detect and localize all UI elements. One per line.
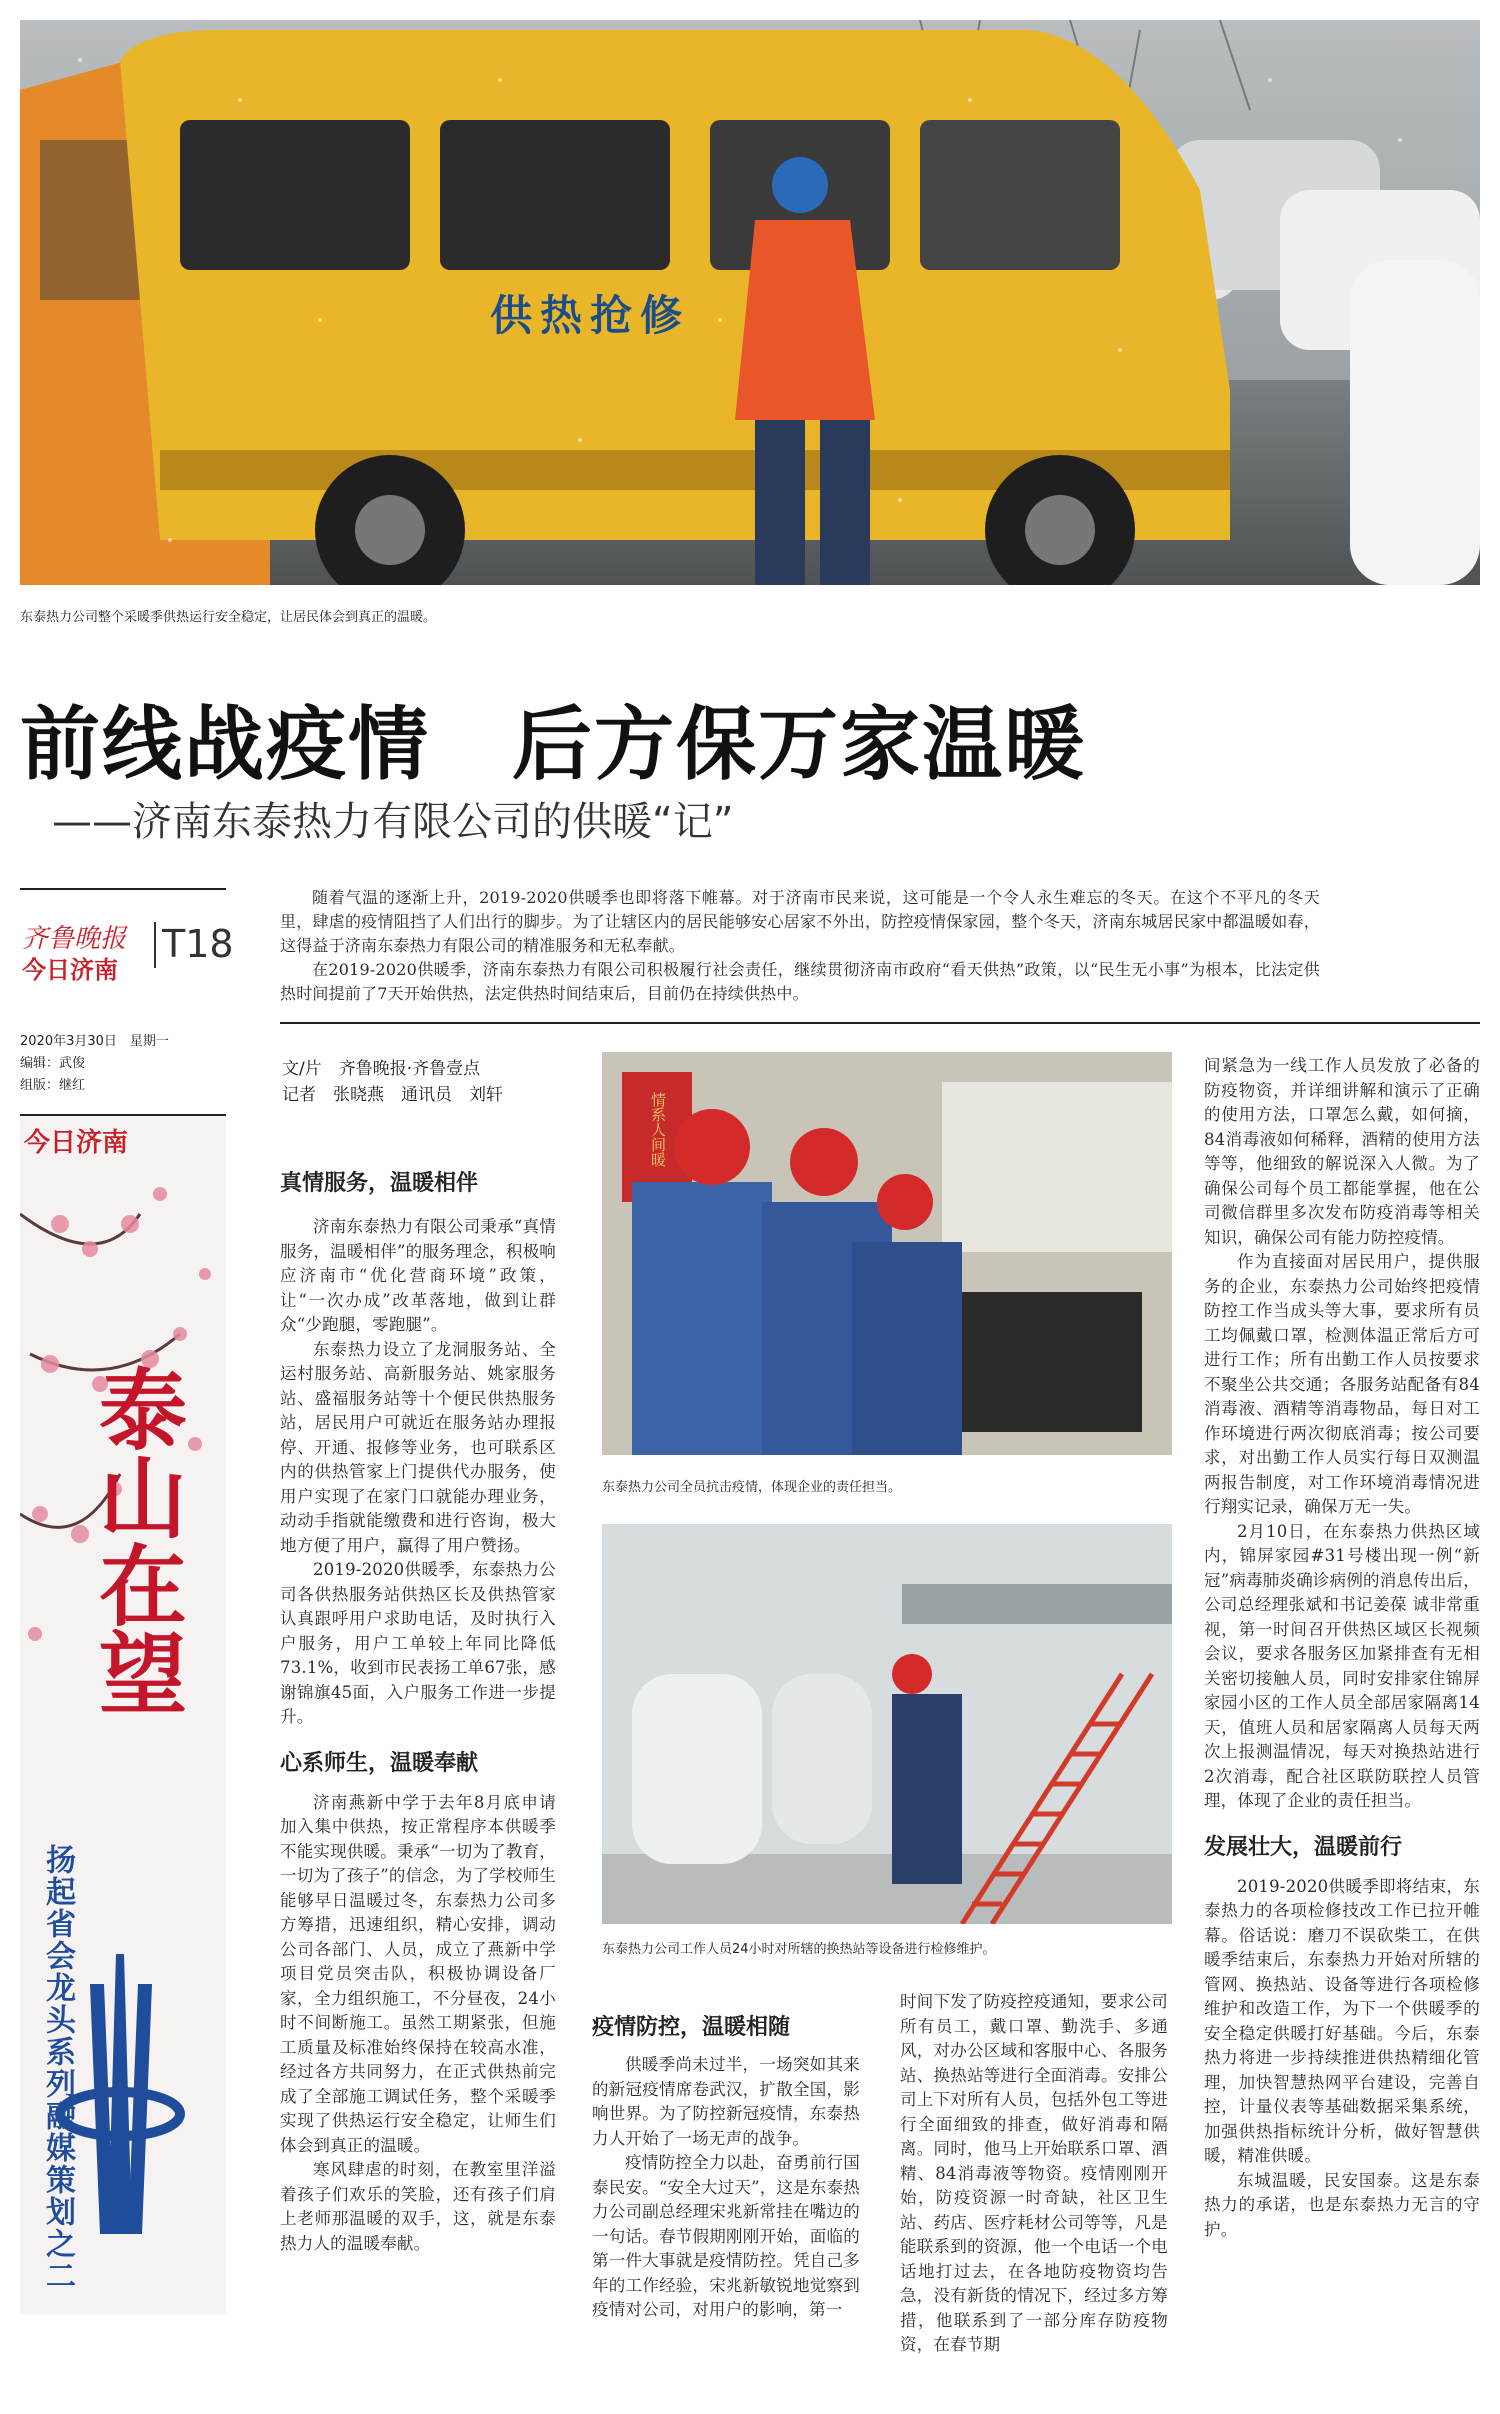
section-heading-epidemic: 疫情防控，温暖相随 <box>592 2015 791 2040</box>
headline-title: 前线战疫情 后方保万家温暖 <box>20 698 1086 791</box>
masthead <box>20 888 234 1098</box>
photo2-banner: 情系人间暖 <box>649 1092 667 1167</box>
van-photo-illustration <box>20 20 1480 585</box>
byline-2: 记者 张晓燕 通讯员 刘轩 <box>282 1085 503 1105</box>
section-heading-service: 真情服务，温暖相伴 <box>280 1171 479 1196</box>
headline-subtitle: ——济南东泰热力有限公司的供暖“记” <box>52 799 734 845</box>
layout-editor: 组版：继红 <box>20 1078 86 1093</box>
intro-para-2: 在2019-2020供暖季，济南东泰热力有限公司积极履行社会责任，继续贯彻济南市政府“看天供热”政策，以“民生无小事”为根本，比法定供热时间提前了7天开始供热，法定供热时间结束后，目前仍在持续供热中。 <box>280 960 1320 1003</box>
byline-1: 文/片 齐鲁晚报·齐鲁壹点 <box>282 1059 481 1079</box>
paragraph: 2月10日，在东泰热力供热区域内，锦屏家园#31号楼出现一例“新冠”病毒肺炎确诊病例的消息传出后，公司总经理张斌和书记姜葆 诚非常重视，第一时间召开供热区域区长视频会议，要求各服务区加紧排查有无相关密切接触人员，同时安排家住锦屏家园小区的工作人员全部居家隔离14天，值班人员和居家隔离人员每天两次上报测温情况，每天对换热站进行2次消毒，配合社区联防联控人员管理，体现了企业的责任担当。 <box>1204 1521 1480 1810</box>
photo-workers <box>602 1052 1172 1455</box>
section-heading-school: 心系师生，温暖奉献 <box>280 1750 479 1776</box>
paragraph: 寒风肆虐的时刻，在教室里洋溢着孩子们欢乐的笑脸，还有孩子们肩上老师那温暖的双手，这，就是东泰热力人的温暖奉献。 <box>280 2160 556 2253</box>
paragraph: 东城温暖，民安国泰。这是东泰热力的承诺，也是东泰热力无言的守护。 <box>1204 2170 1480 2239</box>
photo-workers-caption: 东泰热力公司全员抗击疫情，体现企业的责任担当。 <box>602 1480 902 1495</box>
intro <box>280 886 1320 1006</box>
masthead-logo-top: 齐鲁晚报 <box>22 924 127 954</box>
sidebar-panel <box>20 1114 226 2314</box>
photo-station-caption: 东泰热力公司工作人员24小时对所辖的换热站等设备进行检修维护。 <box>602 1942 996 1957</box>
sidebar-label: 今日济南 <box>24 1128 129 1158</box>
top-photo <box>20 20 1480 585</box>
sidebar-vertical-text: 扬起省会龙头系列融媒策划之二 <box>40 1844 75 2292</box>
van-text: 供热抢修 <box>490 291 691 340</box>
page-number: T18 <box>162 922 234 966</box>
tower-icon <box>60 1954 180 2234</box>
editor: 编辑：武俊 <box>20 1056 86 1071</box>
paragraph: 2019-2020供暖季，东泰热力公司各供热服务站供热区长及供热管家认真跟呼用户求助电话，及时执行入户服务，用户工单较上年同比降低73.1%，收到市民表扬工单67张，感谢锦旗45面，入户服务工作进一步提升。 <box>280 1560 556 1726</box>
paragraph: 时间下发了防疫控疫通知，要求公司所有员工，戴口罩、勤洗手、多通风，对办公区域和客服中心、各服务站、换热站等进行全面消毒。安排公司上下对所有人员，包括外包工等进行全面细致的排查，做好消毒和隔离。同时，他马上开始联系口罩、酒精、84消毒液等物资。疫情刚刚开始，防疫资源一时奇缺，社区卫生站、药店、医疗耗材公司等等，凡是能联系到的资源，他一个电话一个电话地打过去，在各地防疫物资均告急，没有新货的情况下，经过多方筹措，他联系到了一部分库存防疫物资，在春节期 <box>900 1992 1168 2354</box>
paragraph: 间紧急为一线工作人员发放了必备的防疫物资，并详细讲解和演示了正确的使用方法，口罩怎么戴，如何摘，84消毒液如何稀释，酒精的使用方法等等，他细致的解说深入人微。为了确保公司每个员工都能掌握，他在公司微信群里多次发布防疫消毒等相关知识，确保公司有能力防控疫情。 <box>1204 1056 1480 1247</box>
masthead-logo-bottom: 今日济南 <box>22 956 118 984</box>
column-1 <box>280 1166 556 2256</box>
column-4 <box>1204 1054 1480 2242</box>
column-2 <box>592 2010 860 2323</box>
intro-para-1: 随着气温的逐渐上升，2019-2020供暖季也即将落下帷幕。对于济南市民来说，这可能是一个令人永生难忘的冬天。在这个不平凡的冬天里，肆虐的疫情阻挡了人们出行的脚步。为了让辖区内的居民能够安心居家不外出，防控疫情保家园，整个冬天，济南东城居民家中都温暖如春，这得益于济南东泰热力有限公司的精准服务和无私奉献。 <box>280 888 1320 955</box>
column-3 <box>900 1990 1168 2358</box>
photo-station <box>602 1524 1172 1924</box>
paragraph: 济南东泰热力有限公司秉承“真情服务，温暖相伴”的服务理念，积极响应济南市“优化营商环境”政策，让“一次办成”改革落地，做到让群众“少跑腿，零跑腿”。 <box>280 1217 556 1334</box>
paragraph: 供暖季尚未过半，一场突如其来的新冠疫情席卷武汉，扩散全国，影响世界。为了防控新冠疫情，东泰热力人开始了一场无声的战争。 <box>592 2055 860 2148</box>
top-photo-caption: 东泰热力公司整个采暖季供热运行安全稳定，让居民体会到真正的温暖。 <box>20 610 437 625</box>
issue-date: 2020年3月30日 星期一 <box>20 1034 169 1049</box>
paragraph: 东泰热力设立了龙洞服务站、全运村服务站、高新服务站、姚家服务站、盛福服务站等十个便民供热服务站，居民用户可就近在服务站办理报停、开通、报修等业务，也可联系区内的供热管家上门提供代办服务，使用户实现了在家门口就能办理业务，动动手指就能缴费和进行咨询，极大地方便了用户，赢得了用户赞扬。 <box>280 1339 556 1555</box>
section-heading-development: 发展壮大，温暖前行 <box>1204 1834 1403 1860</box>
paragraph: 济南燕新中学于去年8月底申请加入集中供热，按正常程序本供暖季不能实现供暖。秉承“一切为了教育，一切为了孩子”的信念，为了学校师生能够早日温暖过冬，东泰热力公司多方筹措，迅速组织，精心安排，调动公司各部门、人员，成立了燕新中学项目党员突击队，积极协调设备厂家，全力组织施工，不分昼夜，24小时不间断施工。虽然工期紧张，但施工质量及标准始终保持在较高水准，经过各方共同努力，在正式供热前完成了全部施工调试任务，整个采暖季实现了供热运行安全稳定，让师生们体会到真正的温暖。 <box>280 1792 556 2155</box>
paragraph: 疫情防控全力以赴，奋勇前行国泰民安。“安全大过天”，这是东泰热力公司副总经理宋兆新常挂在嘴边的一句话。春节假期刚刚开始，面临的第一件大事就是疫情防控。凭自己多年的工作经验，宋兆新敏锐地觉察到疫情对公司，对用户的影响，第一 <box>592 2153 860 2319</box>
calligraphy-title: 泰山在望 <box>85 1364 189 1716</box>
paragraph: 作为直接面对居民用户，提供服务的企业，东泰热力公司始终把疫情防控工作当成头等大事，要求所有员工均佩戴口罩，检测体温正常后方可进行工作；所有出勤工作人员按要求不聚坐公共交通；各服务站配备有84消毒液、酒精等消毒物品，每日对工作环境进行两次彻底消毒；按公司要求，对出勤工作人员实行每日双测温两报告制度，对工作环境消毒情况进行翔实记录，确保万无一失。 <box>1204 1252 1480 1516</box>
paragraph: 2019-2020供暖季即将结束，东泰热力的各项检修技改工作已拉开帷幕。俗话说：磨刀不误砍柴工，在供暖季结束后，东泰热力开始对所辖的管网、换热站、设备等进行各项检修维护和改造工作，为下一个供暖季的安全稳定供暖打好基础。今后，东泰热力将进一步持续推进供热精细化管理，加快智慧热网平台建设，完善自控，计量仪表等基础数据采集系统，加强供热指标统计分析，做好智慧供暖，精准供暖。 <box>1204 1876 1480 2165</box>
